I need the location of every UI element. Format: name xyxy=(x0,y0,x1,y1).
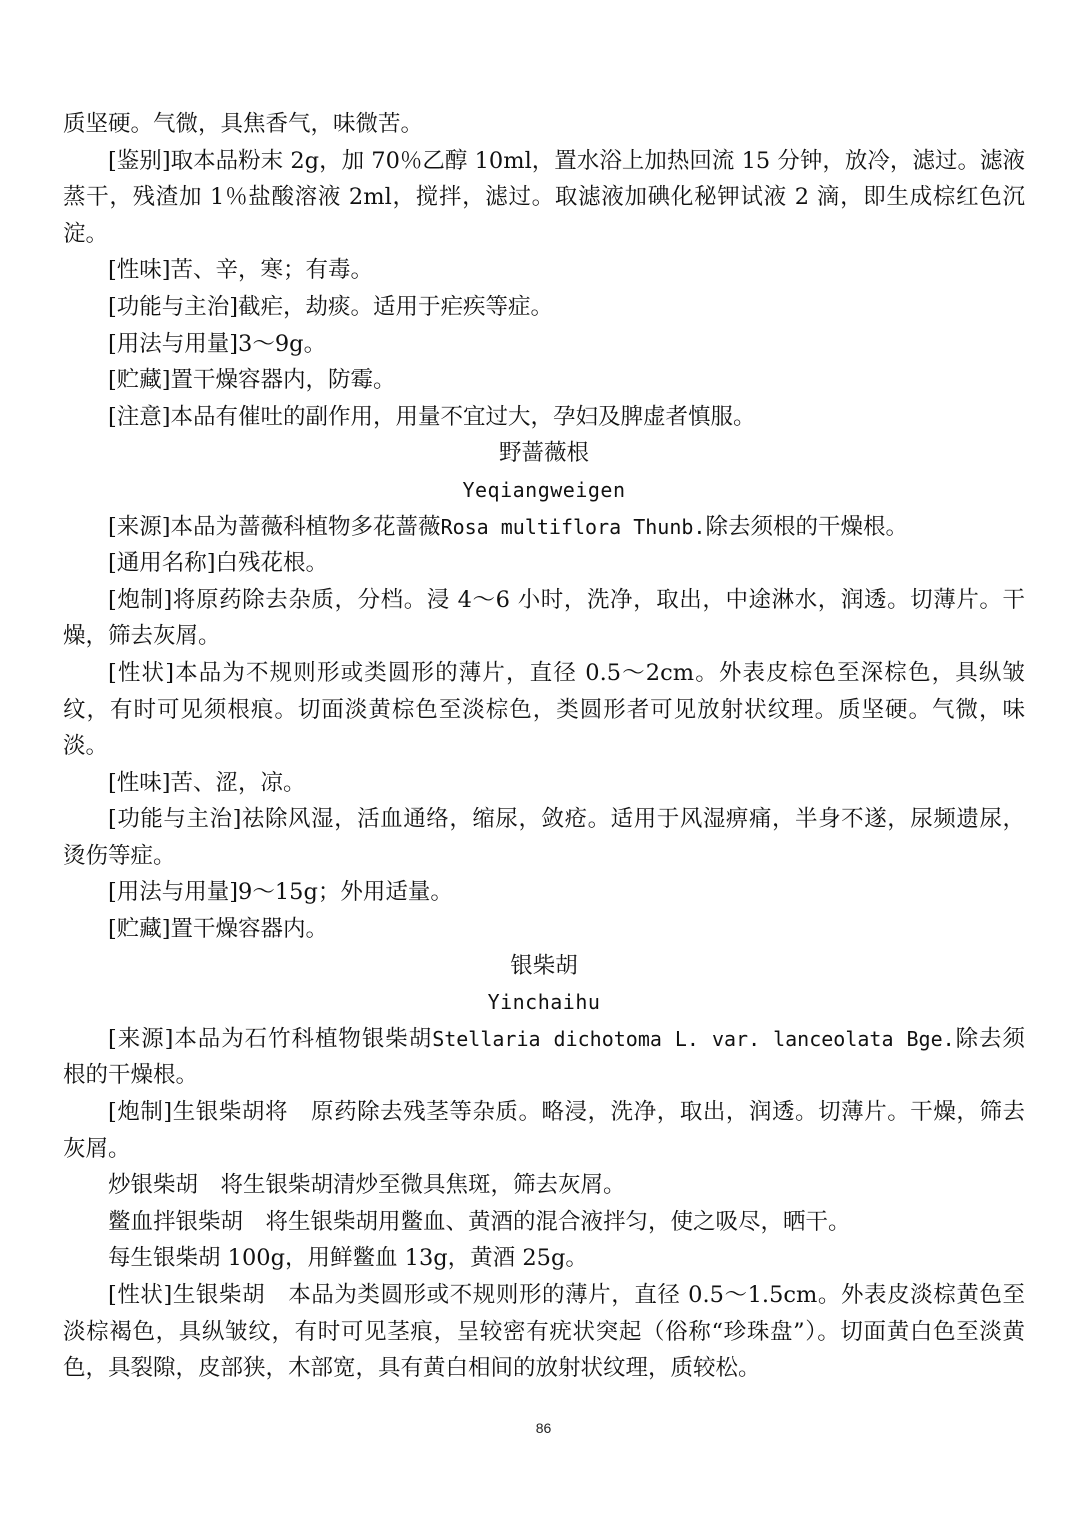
latin-name: Stellaria dichotoma L. var. lanceolata Bge. xyxy=(432,1026,955,1051)
source-prefix: [来源]本品为石竹科植物银柴胡 xyxy=(108,1025,433,1052)
paragraph-source xyxy=(63,509,1025,546)
entry-title: 野蔷薇根 xyxy=(498,440,589,467)
paragraph-continuation: 质坚硬。气微，具焦香气，味微苦。 xyxy=(63,111,424,137)
paragraph: [性味]苦、涩，凉。 xyxy=(108,769,306,796)
paragraph-dosage: [用法与用量]3～9g。 xyxy=(108,330,327,357)
paragraph: [功能与主治]祛除风湿，活血通络，缩尿，敛疮。适用于风湿痹痛，半身不遂，尿频遗尿，烫伤等症。 xyxy=(63,806,1025,869)
paragraph-caution: [注意]本品有催吐的副作用，用量不宜过大，孕妇及脾虚者慎服。 xyxy=(108,403,756,430)
paragraph: [性状]本品为不规则形或类圆形的薄片，直径 0.5～2cm。外表皮棕色至深棕色，具纵皱纹，有时可见须根痕。切面淡黄棕色至淡棕色，类圆形者可见放射状纹理。质坚硬。气微，味淡。 xyxy=(63,659,1025,760)
paragraph-property: [性味]苦、辛，寒；有毒。 xyxy=(108,257,374,284)
entry-pinyin: Yinchaihu xyxy=(487,990,601,1015)
paragraph-storage: [贮藏]置干燥容器内，防霉。 xyxy=(108,367,396,394)
page-number: 86 xyxy=(535,1420,552,1436)
paragraph: [炮制]生银柴胡将 原药除去残茎等杂质。略浸，洗净，取出，润透。切薄片。干燥，筛去灰屑。 xyxy=(63,1099,1025,1162)
source-suffix: 除去须根的干燥根。 xyxy=(705,513,908,540)
paragraph: [贮藏]置干燥容器内。 xyxy=(108,916,329,943)
page-content xyxy=(63,106,1025,1387)
source-suffix: 除去须根的干燥根。 xyxy=(63,1025,1025,1089)
paragraph-function: [功能与主治]截疟，劫痰。适用于疟疾等症。 xyxy=(108,293,554,320)
paragraph: 炒银柴胡 将生银柴胡清炒至微具焦斑，筛去灰屑。 xyxy=(108,1172,626,1199)
paragraph: [通用名称]白残花根。 xyxy=(108,550,329,577)
paragraph-identification: [鉴别]取本品粉末 2g，加 70％乙醇 10ml，置水浴上加热回流 15 分钟，放冷，滤过。滤液蒸干，残渣加 1％盐酸溶液 2ml，搅拌，滤过。取滤液加碘化秘钾试液 2 滴，即生成棕红色沉淀。 xyxy=(63,147,1025,247)
latin-name: Rosa multiflora Thunb. xyxy=(440,514,706,539)
paragraph: [性状]生银柴胡 本品为类圆形或不规则形的薄片，直径 0.5～1.5cm。外表皮淡棕黄色至淡棕褐色，具纵皱纹，有时可见茎痕，呈较密有疣状突起（俗称“珍珠盘”）。切面黄白色至淡黄色，具裂隙，皮部狭，木部宽，具有黄白相间的放射状纹理，质较松。 xyxy=(63,1282,1025,1382)
paragraph: 每生银柴胡 100g，用鲜鳖血 13g，黄酒 25g。 xyxy=(108,1245,588,1272)
paragraph-source xyxy=(63,1021,1025,1094)
paragraph: [炮制]将原药除去杂质，分档。浸 4～6 小时，洗净，取出，中途淋水，润透。切薄片。干燥，筛去灰屑。 xyxy=(63,586,1025,650)
source-prefix: [来源]本品为蔷薇科植物多花蔷薇 xyxy=(108,513,441,540)
entry-pinyin: Yeqiangweigen xyxy=(462,477,626,502)
entry-title: 银柴胡 xyxy=(510,952,578,979)
paragraph: 鳖血拌银柴胡 将生银柴胡用鳖血、黄酒的混合液拌匀，使之吸尽，晒干。 xyxy=(108,1208,851,1235)
paragraph: [用法与用量]9～15g；外用适量。 xyxy=(108,879,453,906)
